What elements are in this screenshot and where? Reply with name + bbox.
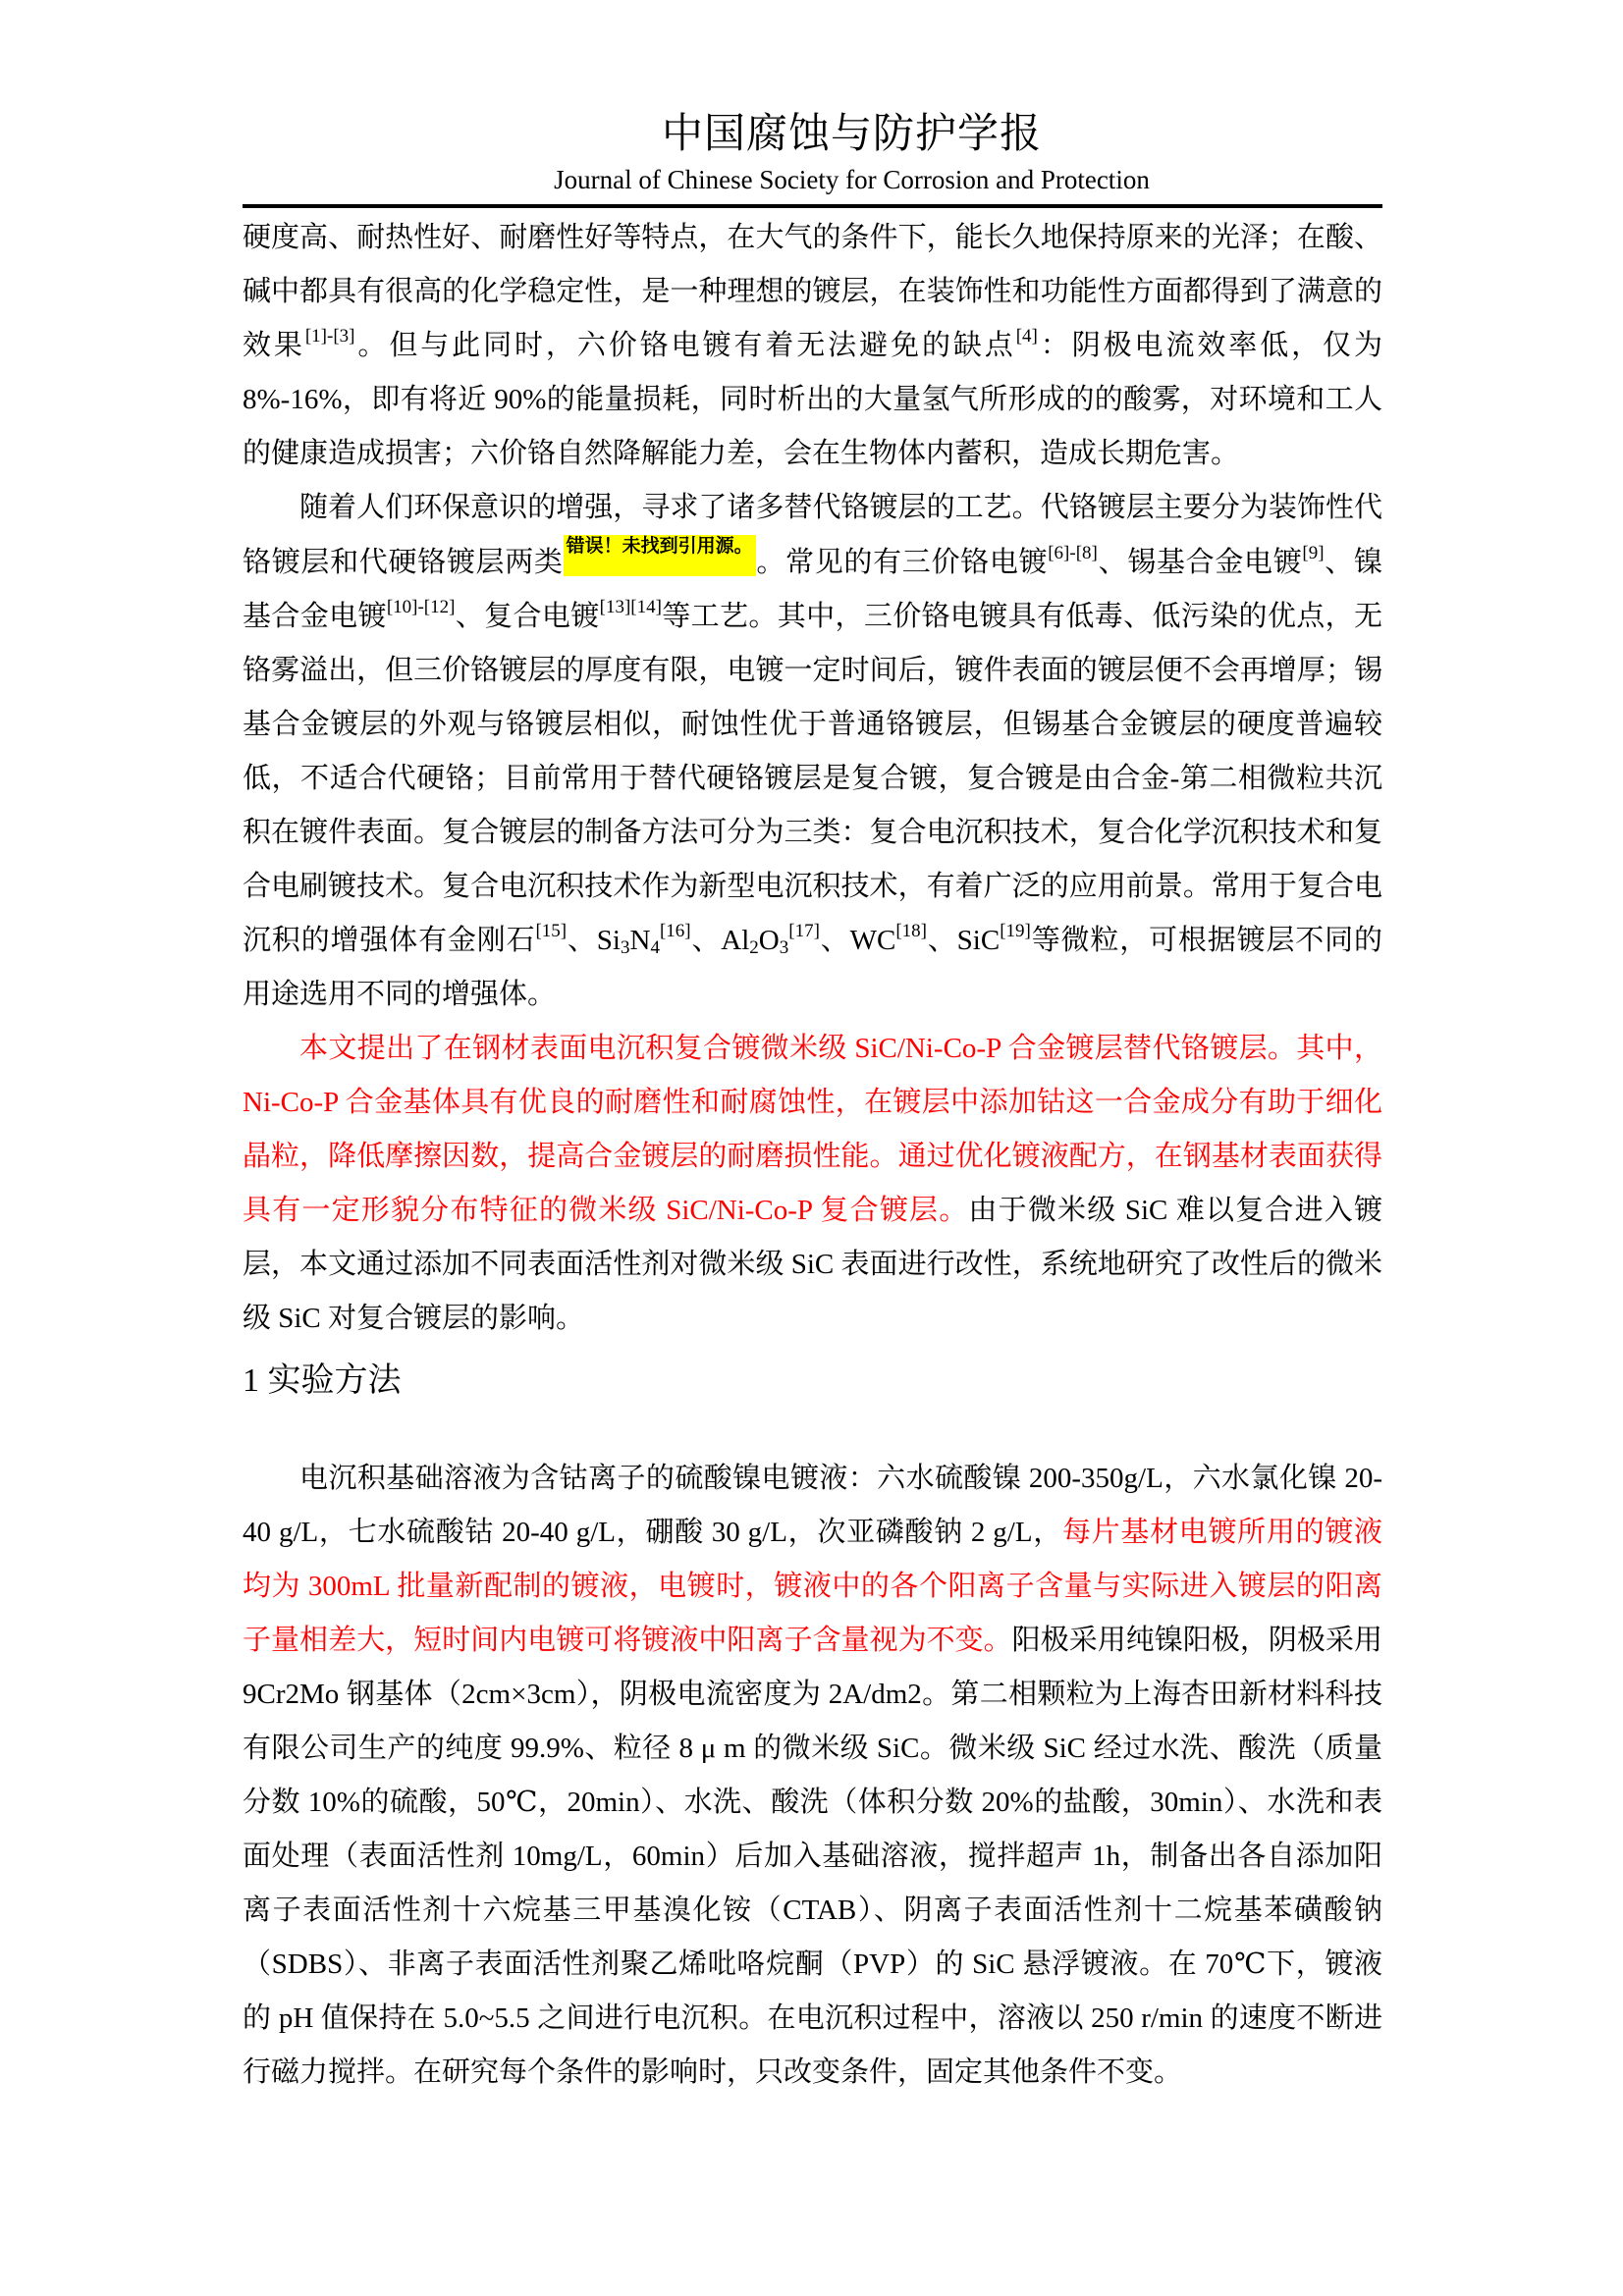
citation-superscript: [15] xyxy=(535,921,568,941)
text-run: 由于微米级 SiC 难以复合进入镀层，本文通过添加不同表面活性剂对微米级 SiC 表面进行改性，系统地研究了改性后的微米级 SiC 对复合镀层的影响。 xyxy=(243,1195,1383,1334)
text-run: 、Si xyxy=(567,925,621,956)
emphasis-red-run: 本文提出了在钢材表面电沉积复合镀微米级 SiC/Ni-Co-P 合金镀层替代铬镀层。其中，Ni-Co-P 合金基体具有优良的耐磨性和耐腐蚀性，在镀层中添加钴这一合金成分有助于细化晶粒，降低摩擦因数，提高合金镀层的耐磨损性能。通过优化镀液配方，在钢基材表面获得具有一定形貌分布特征的微米级 SiC/Ni-Co-P 复合镀层。 xyxy=(243,1033,1382,1226)
citation-superscript: [17] xyxy=(788,921,820,941)
emphasis-red-run: 每片基材电镀所用的镀液均为 300mL 批量新配制的镀液，电镀时，镀液中的各个阳离子含量与实际进入镀层的阳离子量相差大，短时间内电镀可将镀液中阳离子含量视为不变。 xyxy=(243,1517,1382,1656)
text-run: 、SiC xyxy=(926,925,1001,956)
citation-superscript: [10]-[12] xyxy=(386,597,456,617)
paragraph-3 xyxy=(243,1022,1382,1346)
citation-superscript: [19] xyxy=(1000,921,1031,941)
header-rule xyxy=(243,204,1382,208)
text-run: 、镍基合金电镀 xyxy=(243,547,1382,632)
text-run: 。但与此同时，六价铬电镀有着无法避免的缺点 xyxy=(354,330,1016,361)
text-run: N xyxy=(629,925,651,956)
paragraph-2 xyxy=(243,481,1382,1022)
citation-superscript: [1]-[3] xyxy=(304,326,355,347)
text-run: 硬度高、耐热性好、耐磨性好等特点，在大气的条件下，能长久地保持原来的光泽；在酸、碱中都具有很高的化学稳定性，是一种理想的镀层，在装饰性和功能性方面都得到了满意的效果 xyxy=(243,222,1382,361)
text-run: 、复合电镀 xyxy=(455,601,600,632)
citation-superscript: [13][14] xyxy=(599,597,662,617)
text-run: 阳极采用纯镍阳极，阴极采用 9Cr2Mo 钢基体（2cm×3cm），阴极电流密度为 2A/dm2。第二相颗粒为上海杏田新材料科技有限公司生产的纯度 99.9%、粒径 8 μ m 的微米级 SiC。微米级 SiC 经过水洗、酸洗（质量分数 10%的硫酸，50℃，20min）、水洗、酸洗（体积分数 20%的盐酸，30min）、水洗和表面处理（表面活性剂 10mg/L，60min）后加入基础溶液，搅拌超声 1h，制备出各自添加阳离子表面活性剂十六烷基三甲基溴化铵（CTAB）、阴离子表面活性剂十二烷基苯磺酸钠（SDBS）、非离子表面活性剂聚乙烯吡咯烷酮（PVP）的 SiC 悬浮镀液。在 70℃下，镀液的 pH 值保持在 5.0~5.5 之间进行电沉积。在电沉积过程中，溶液以 250 r/min 的速度不断进行磁力搅拌。在研究每个条件的影响时，只改变条件，固定其他条件不变。 xyxy=(243,1625,1382,2088)
text-run: 等工艺。其中，三价铬电镀具有低毒、低污染的优点，无铬雾溢出，但三价铬镀层的厚度有限，电镀一定时间后，镀件表面的镀层便不会再增厚；锡基合金镀层的外观与铬镀层相似，耐蚀性优于普通铬镀层，但锡基合金镀层的硬度普遍较低，不适合代硬铬；目前常用于替代硬铬镀层是复合镀，复合镀是由合金-第二相微粒共沉积在镀件表面。复合镀层的制备方法可分为三类：复合电沉积技术，复合化学沉积技术和复合电刷镀技术。复合电沉积技术作为新型电沉积技术，有着广泛的应用前景。常用于复合电沉积的增强体有金刚石 xyxy=(243,601,1382,956)
chem-subscript: 3 xyxy=(620,937,630,958)
text-run: 等微粒，可根据镀层不同的用途选用不同的增强体。 xyxy=(243,925,1382,1010)
citation-superscript: [9] xyxy=(1302,543,1325,563)
chem-subscript: 2 xyxy=(749,937,759,958)
citation-superscript: [18] xyxy=(895,921,927,941)
error-reference-highlight: 错误！未找到引用源。 xyxy=(564,535,756,576)
paragraph-1 xyxy=(243,211,1382,481)
text-run: 、锡基合金电镀 xyxy=(1097,547,1303,578)
text-run: O xyxy=(758,925,780,956)
citation-superscript: [16] xyxy=(659,921,691,941)
text-run: 、WC xyxy=(819,925,896,956)
paragraph-4 xyxy=(243,1452,1382,2100)
text-run: 随着人们环保意识的增强，寻求了诸多替代铬镀层的工艺。代铬镀层主要分为装饰性代铬镀层和代硬铬镀层两类 xyxy=(243,492,1382,578)
chem-subscript: 4 xyxy=(650,937,660,958)
text-run: 电沉积基础溶液为含钴离子的硫酸镍电镀液：六水硫酸镍 200-350g/L，六水氯化镍 20-40 g/L，七水硫酸钴 20-40 g/L，硼酸 30 g/L，次亚磷酸钠 2 g/L， xyxy=(243,1463,1382,1548)
text-run: ：阴极电流效率低，仅为 8%-16%，即有将近 90%的能量损耗，同时析出的大量氢气所形成的的酸雾，对环境和工人的健康造成损害；六价铬自然降解能力差，会在生物体内蓄积，造成长期危害。 xyxy=(243,330,1382,469)
journal-header xyxy=(243,110,1382,196)
section-heading: 1 实验方法 xyxy=(243,1362,402,1399)
citation-superscript: [4] xyxy=(1015,326,1038,347)
journal-title-zh: 中国腐蚀与防护学报 xyxy=(661,112,1042,157)
chem-subscript: 3 xyxy=(779,937,789,958)
text-run: 、Al xyxy=(690,925,750,956)
text-run: 。常见的有三价铬电镀 xyxy=(755,547,1049,578)
journal-title-en: Journal of Chinese Society for Corrosion and Protection xyxy=(554,165,1150,194)
citation-superscript: [6]-[8] xyxy=(1048,543,1098,563)
